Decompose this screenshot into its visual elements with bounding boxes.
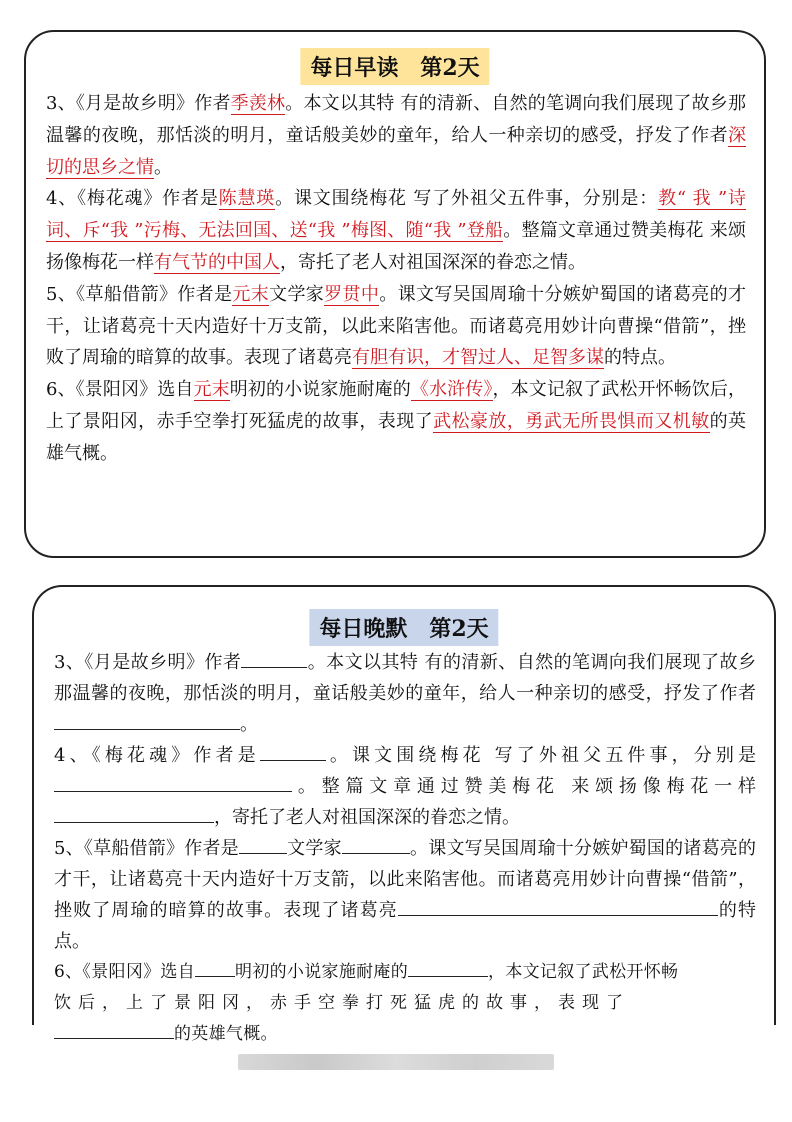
- q3-answer-author: 季羡林: [230, 93, 286, 114]
- morning-q4: [46, 183, 746, 278]
- q5-text-b: 文学家: [269, 283, 325, 305]
- eq6-blank-book[interactable]: [408, 959, 488, 977]
- q6-text-a: 6、《景阳冈》选自: [46, 379, 194, 401]
- q4-text-a: 4、《梅花魂》作者是: [46, 188, 219, 210]
- eq3-blank-author[interactable]: [241, 649, 307, 668]
- q6-answer-era: 元末: [193, 379, 230, 401]
- q3-answer-feeling: 深 切的思乡之情: [46, 124, 746, 178]
- eq3-text-b: 。本文以其特 有的清新、自然的笔调向我们展现了故乡那温馨的夜晚，那恬淡的明月，童话般美妙的童年，给人一种亲切的感受，抒发了作者: [54, 652, 756, 704]
- eq4-text-b: 。课文围绕梅花 写了外祖父五件事，分别是: [325, 745, 756, 766]
- q5-answer-era: 元末: [232, 283, 270, 305]
- eq6-blank-traits[interactable]: [54, 1021, 174, 1039]
- eq5-text-c: 。课文写吴国周瑜十分嫉妒蜀国的诸葛亮的才干，让诸葛亮十天内造好十万支箭，以此来陷害他。而诸葛亮用妙计向曹操“借箭”，挫败了周瑜的暗算的故事。表现了诸葛亮: [54, 838, 757, 921]
- eq6-text-c: ，本文记叙了武松开怀畅: [488, 962, 679, 982]
- eq5-blank-era[interactable]: [239, 835, 287, 854]
- evening-body: [54, 647, 756, 1050]
- q5-text-d: 的特点。: [604, 347, 676, 369]
- evening-q4: [54, 740, 756, 833]
- eq6-text-e: 的英雄气概。: [174, 1024, 278, 1044]
- q5-text-c: 。课文写吴国周瑜十分嫉妒蜀国的诸葛亮的才干，让诸葛亮十天内造好十万支箭，以此来陷害他。而诸葛亮用妙计向曹操“借箭”，挫败了周瑜的暗算的故事。表现了诸葛亮: [46, 283, 747, 369]
- morning-q6: [46, 374, 746, 469]
- eq5-blank-traits[interactable]: [398, 897, 718, 916]
- eq5-text-b: 文学家: [286, 838, 342, 859]
- eq6-text-a: 6、《景阳冈》选自: [54, 962, 196, 982]
- q4-text-b: 。课文围绕梅花 写了外祖父五件事，分别是：: [275, 188, 659, 210]
- evening-title: 每日晚默 第2天: [309, 609, 498, 646]
- eq4-text-d: ，寄托了老人对祖国深深的眷恋之情。: [214, 807, 520, 828]
- eq3-text-c: 。: [240, 714, 258, 735]
- morning-reading-card: [24, 30, 766, 558]
- q6-text-c: ，本文记叙了武松开怀畅饮后，上了景阳冈，赤手空拳打死猛虎的故事，表现了: [46, 379, 747, 432]
- morning-title: 每日早读 第2天: [300, 48, 489, 85]
- eq3-text-a: 3、《月是故乡明》作者: [54, 652, 242, 673]
- evening-q6: [54, 957, 756, 1050]
- eq6-text-b: 明初的小说家施耐庵的: [235, 962, 409, 982]
- q4-answer-events: 教“ 我 ”诗词、斥“我 ”污梅、无法回国、送“我 ”梅图、随“我 ”登船: [46, 188, 747, 242]
- q4-answer-author: 陈慧瑛: [218, 188, 276, 210]
- eq3-blank-feeling[interactable]: [54, 711, 240, 730]
- q5-answer-traits: 有胆有识，才智过人、足智多谋: [352, 347, 604, 369]
- q5-text-a: 5、《草船借箭》作者是: [46, 283, 233, 305]
- evening-q3: [54, 647, 756, 740]
- eq6-blank-era[interactable]: [195, 959, 235, 977]
- morning-body: [46, 88, 746, 470]
- q3-text-b: 。本文以其特 有的清新、自然的笔调向我们展现了故乡那温馨的夜晚，那恬淡的明月，童话般美妙的童年，给人一种亲切的感受，抒发了作者: [46, 93, 746, 146]
- blurred-footer: [238, 1054, 554, 1070]
- eq5-blank-author[interactable]: [342, 835, 410, 854]
- eq4-text-a: 4、《梅花魂》作者是: [54, 745, 260, 766]
- evening-q5: [54, 833, 756, 957]
- q4-text-d: ，寄托了老人对祖国深深的眷恋之情。: [280, 251, 586, 273]
- q6-answer-traits: 武松豪放，勇武无所畏惧而又机敏: [433, 410, 710, 432]
- q3-text-c: 。: [154, 156, 172, 178]
- morning-q5: [46, 279, 746, 374]
- eq4-blank-praise[interactable]: [54, 804, 214, 823]
- q6-text-b: 明初的小说家施耐庵的: [229, 379, 411, 401]
- q3-text-a: 3、《月是故乡明》作者: [46, 93, 231, 114]
- evening-dictation-card: [32, 585, 776, 1044]
- eq4-blank-author[interactable]: [260, 742, 326, 761]
- q6-answer-book: 《水浒传》: [410, 379, 493, 401]
- eq6-text-d: 饮后，上了景阳冈，赤手空拳打死猛虎的故事，表现了: [54, 993, 630, 1013]
- q5-answer-author: 罗贯中: [324, 283, 380, 305]
- morning-q3: [46, 88, 746, 183]
- eq4-blank-events[interactable]: [54, 773, 292, 792]
- eq5-text-a: 5、《草船借箭》作者是: [54, 838, 239, 859]
- eq4-text-c: 。整篇文章通过赞美梅花 来颂扬像梅花一样: [292, 776, 756, 797]
- q4-answer-praise: 有气节的中国人: [154, 251, 280, 273]
- q4-text-c: 。整篇文章通过赞美梅花 来颂扬像梅花一样: [46, 220, 746, 273]
- eq5-text-d: 的特点。: [54, 900, 757, 952]
- q6-text-d: 的英雄气概。: [46, 410, 747, 464]
